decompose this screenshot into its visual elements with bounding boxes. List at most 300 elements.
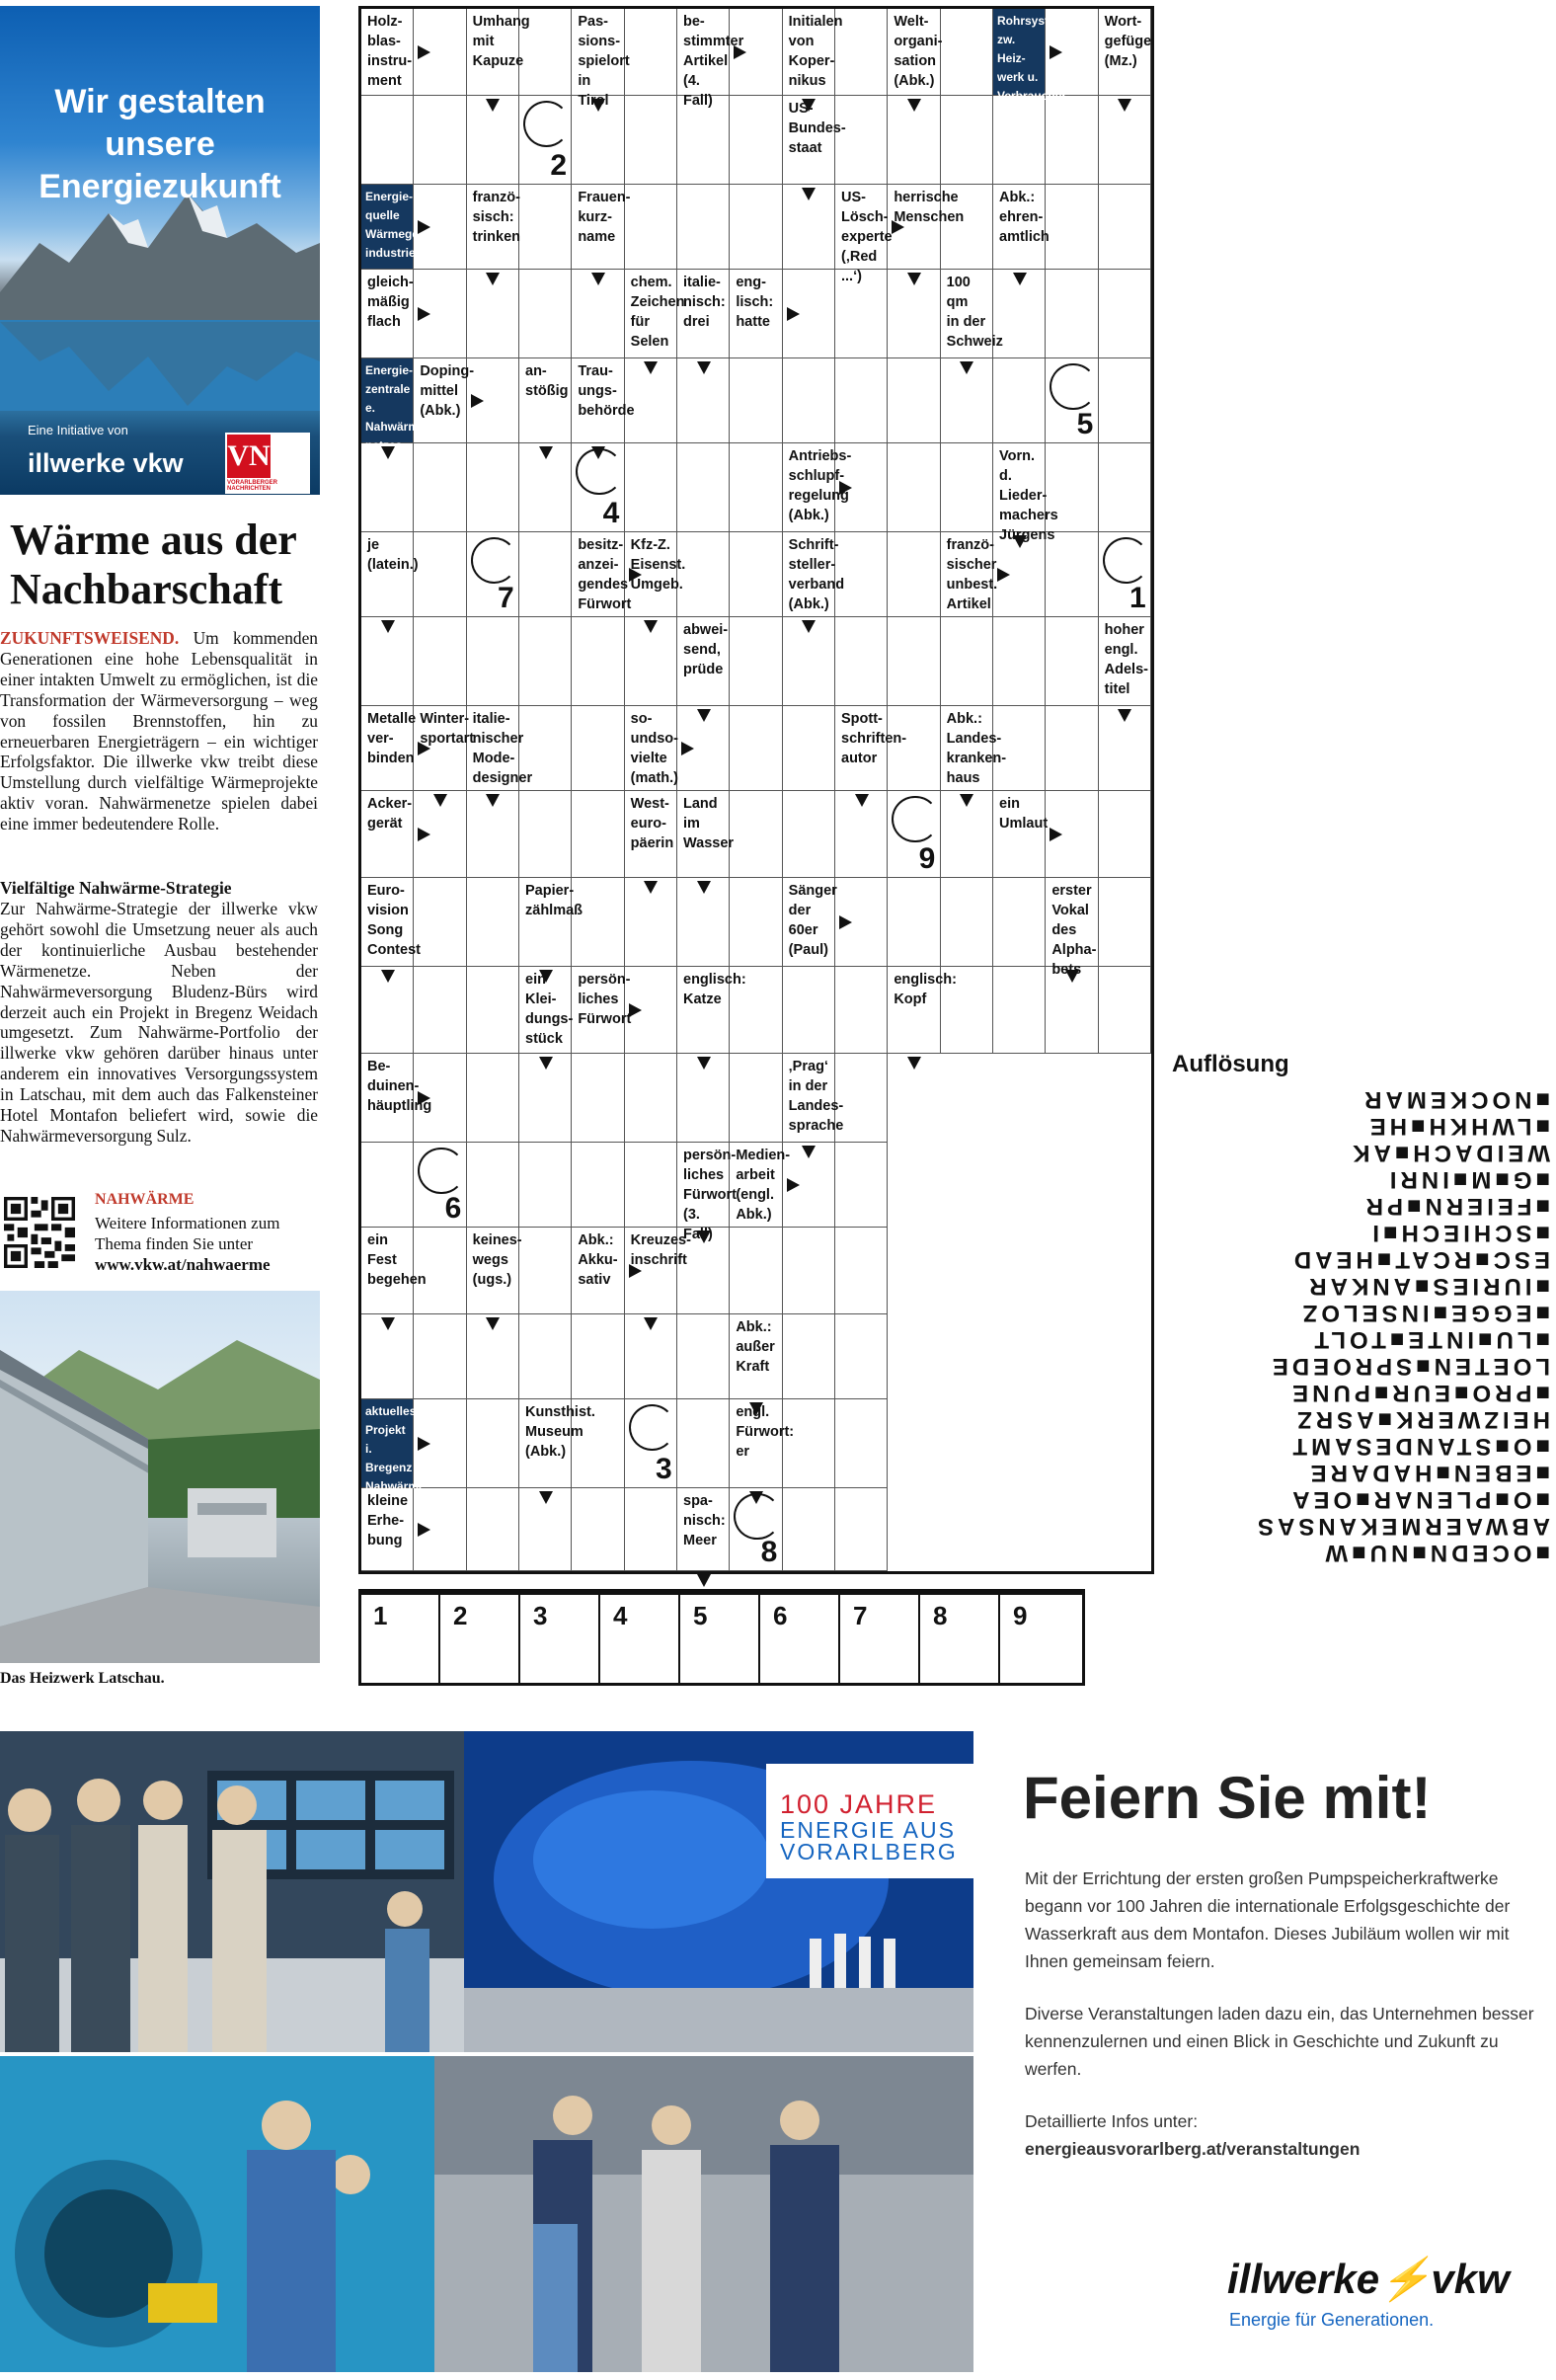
arrow-down-icon (644, 361, 658, 374)
grid-cell[interactable] (414, 617, 466, 706)
arrow-right-icon (681, 742, 694, 755)
grid-cell[interactable] (1099, 185, 1151, 270)
grid-cell[interactable] (783, 706, 835, 791)
grid-cell[interactable] (519, 185, 572, 270)
arrow-down-icon (1013, 273, 1027, 285)
clue-cell-c45: Papier- zählmaß (519, 878, 572, 967)
illwerke-vkw-logo-bottom (1227, 2256, 1510, 2304)
solution-number: 2 (550, 149, 568, 182)
grid-cell[interactable] (572, 1054, 624, 1143)
arrow-right-icon (629, 1003, 642, 1017)
clue-cell-c10: Energie- quelle Wärmegew. industrielle... (361, 185, 414, 270)
answer-cell-5[interactable]: 5 (681, 1595, 760, 1686)
arrow-down-icon (381, 620, 395, 633)
solution-row: ■EGGE■INSELOZ (1298, 1300, 1550, 1326)
grid-cell[interactable] (888, 358, 940, 443)
solution-circle (892, 796, 938, 842)
solution-title: Auflösung (1172, 1051, 1289, 1077)
clue-cell-c41: West- euro- päerin (625, 791, 677, 878)
arrow-down-icon (1118, 709, 1131, 722)
grid-cell[interactable] (519, 617, 572, 706)
grid-cell[interactable] (625, 443, 677, 532)
arrow-down-icon (697, 361, 711, 374)
grid-cell[interactable] (361, 1143, 414, 1228)
grid-cell[interactable] (941, 96, 993, 185)
grid-cell[interactable] (730, 791, 782, 878)
clue-cell-c51: englisch: Kopf (888, 967, 940, 1054)
arrow-down-icon (644, 1317, 658, 1330)
answer-cell-6[interactable]: 6 (761, 1595, 840, 1686)
grid-cell[interactable] (1046, 706, 1098, 791)
grid-cell[interactable] (1046, 185, 1098, 270)
clue-cell-c4: be- stimmter Artikel (4. Fall) (677, 9, 730, 96)
grid-cell[interactable] (783, 1314, 835, 1399)
arrow-right-icon (1050, 45, 1062, 59)
clue-cell-c32: abwei- send, prüde (677, 617, 730, 706)
arrow-down-icon (907, 1057, 921, 1070)
article-body-1: Um kommenden Generationen eine hohe Lebensqualität in einer intakten Umwelt zu ermöglichen, ist die Transformation der Wärmeversorgung – weg von fossilen Brennstoffen, hin zu erneuerbaren Energieträgern – ein wichtiger Erfolgsfaktor. Die illwerke vkw treibt diese Umstellung durch vielfältige Wärmeprojekte aktiv voran. Nahwärmenetze spielen dabei eine immer bedeutendere Rolle. (0, 628, 318, 834)
clue-cell-c12: Frauen- kurz- name (572, 185, 624, 270)
arrow-down-icon (591, 273, 605, 285)
solution-number: 4 (602, 497, 620, 529)
grid-cell[interactable] (519, 791, 572, 878)
grid-cell[interactable] (730, 1228, 782, 1314)
clue-cell-c53: ‚Prag‘ in der Landes- sprache (783, 1054, 835, 1143)
ad-paragraph-1: Mit der Errichtung der ersten großen Pumpspeicherkraftwerke begann vor 100 Jahren die internationale Erfolgsgeschichte der Wasserkraft aus dem Montafon. Dieses Jubiläum wollen wir mit Ihnen gemeinsam feiern. (1025, 1868, 1511, 1971)
solution-row: ESC■RCAT■HEAD (1289, 1246, 1550, 1273)
clue-cell-c49: persön- liches Fürwort (572, 967, 624, 1054)
arrow-down-icon (539, 1491, 553, 1504)
clue-cell-c33: hoher engl. Adels- titel (1099, 617, 1151, 706)
solution-circle (1050, 363, 1096, 410)
grid-cell[interactable] (519, 1143, 572, 1228)
arrow-down-icon (381, 1317, 395, 1330)
ad-paragraph-2: Diverse Veranstaltungen laden dazu ein, das Unternehmen besser kennenzulernen und einen Blick in Geschichte und Zukunft zu werfen. (1025, 2004, 1534, 2079)
arrow-down-icon (539, 1057, 553, 1070)
grid-cell[interactable] (414, 1228, 466, 1314)
clue-cell-c62: Kunsthist. Museum (Abk.) (519, 1399, 572, 1488)
grid-cell[interactable] (1099, 878, 1151, 967)
grid-cell[interactable] (730, 1054, 782, 1143)
grid-cell[interactable] (835, 617, 888, 706)
grid-cell[interactable] (414, 1314, 466, 1399)
grid-cell[interactable] (1046, 270, 1098, 358)
grid-cell[interactable] (572, 1314, 624, 1399)
arrow-down-icon (486, 99, 500, 112)
grid-cell[interactable] (467, 1488, 519, 1571)
arrow-right-icon (787, 1178, 800, 1192)
grid-cell[interactable] (1099, 443, 1151, 532)
arrow-right-icon (418, 1437, 430, 1451)
grid-cell[interactable] (730, 443, 782, 532)
answer-cell-8[interactable]: 8 (921, 1595, 1000, 1686)
clue-cell-c19: eng- lisch: hatte (730, 270, 782, 358)
clue-cell-c1: Holz- blas- instru- ment (361, 9, 414, 96)
arrow-right-icon (787, 307, 800, 321)
arrow-down-icon (381, 446, 395, 459)
grid-cell[interactable] (519, 1314, 572, 1399)
clue-cell-c63: engl. Fürwort: er (730, 1399, 782, 1488)
answer-cell-7[interactable]: 7 (841, 1595, 920, 1686)
article-intro (0, 628, 318, 834)
clue-cell-c2: Umhang mit Kapuze (467, 9, 519, 96)
grid-cell[interactable] (625, 1143, 677, 1228)
grid-cell[interactable] (361, 96, 414, 185)
arrow-right-icon (839, 481, 852, 495)
grid-cell[interactable] (835, 532, 888, 617)
grid-cell[interactable] (993, 967, 1046, 1054)
article-body-2: Zur Nahwärme-Strategie der illwerke vkw gehört sowohl die Umsetzung neuer als auch der kontinuierliche Ausbau bestehender Wärmenetze. Neben der Nahwärmeversorgung Bludenz-Bürs wird derzeit auch ein Projekt in Bregenz Weidach umgesetzt. Zum Nahwärme-Portfolio der illwerke vkw gehören darüber hinaus unter anderem ein innovatives Versorgungssystem in Latschau, mit dem auch das Falkensteiner Hotel Montafon beliefert wird, sowie die Nahwärmeversorgung Sulz. (0, 899, 318, 1146)
solution-circle (418, 1148, 464, 1194)
answer-cell-1[interactable]: 1 (361, 1595, 440, 1686)
grid-cell[interactable] (730, 617, 782, 706)
arrow-right-icon (418, 1091, 430, 1105)
clue-cell-c16: gleich- mäßig flach (361, 270, 414, 358)
arrow-right-icon (839, 915, 852, 929)
grid-cell[interactable] (888, 706, 940, 791)
clue-cell-c34: Metalle ver- binden (361, 706, 414, 791)
grid-cell[interactable] (625, 9, 677, 96)
vn-logo (225, 433, 310, 494)
arrow-down-icon (486, 1317, 500, 1330)
grid-cell[interactable] (1099, 270, 1151, 358)
clue-cell-c15: Abk.: ehren- amtlich (993, 185, 1046, 270)
clue-cell-c8: Wort- gefüge (Mz.) (1099, 9, 1151, 96)
grid-cell[interactable] (941, 617, 993, 706)
answer-cell-9[interactable]: 9 (1013, 1601, 1028, 1630)
arrow-right-icon (418, 1523, 430, 1537)
info-text (95, 1213, 322, 1275)
grid-cell[interactable] (467, 878, 519, 967)
crossword-grid[interactable] (358, 6, 1154, 1574)
ad-initiative-text: Eine Initiative von (28, 423, 128, 437)
logo-part-vkw: vkw (1431, 2256, 1510, 2302)
grid-cell[interactable] (730, 706, 782, 791)
arrow-down-icon (433, 794, 447, 807)
grid-cell[interactable] (993, 358, 1046, 443)
clue-cell-c43: ein Umlaut (993, 791, 1046, 878)
100-years-badge (766, 1764, 973, 1878)
ad-paragraph-3: Detaillierte Infos unter: (1025, 2111, 1199, 2131)
clue-cell-c58: Abk.: Akku- sativ (572, 1228, 624, 1314)
arrow-down-icon (1065, 970, 1079, 983)
arrow-down-icon (802, 1146, 816, 1158)
grid-cell[interactable] (625, 1054, 677, 1143)
grid-cell[interactable] (677, 185, 730, 270)
grid-cell[interactable] (835, 9, 888, 96)
grid-cell[interactable] (572, 878, 624, 967)
arrow-down-icon (697, 1574, 711, 1587)
solution-row: ■IURIES■ANKAR (1305, 1273, 1550, 1300)
energy-future-ad[interactable] (0, 6, 320, 495)
arrow-down-icon (644, 881, 658, 894)
grid-cell[interactable] (941, 9, 993, 96)
ad-headline-line-3: Energiezukunft (39, 168, 281, 205)
grid-cell[interactable] (888, 878, 940, 967)
grid-cell[interactable] (888, 617, 940, 706)
grid-cell[interactable] (993, 706, 1046, 791)
grid-cell[interactable] (414, 967, 466, 1054)
clue-cell-c6: Welt- organi- sation (Abk.) (888, 9, 940, 96)
solution-row: WEIDACH■AK (1349, 1140, 1550, 1166)
grid-cell[interactable] (835, 1314, 888, 1399)
solution-number: 6 (444, 1192, 462, 1225)
grid-cell[interactable] (625, 1488, 677, 1571)
solution-circle (734, 1493, 780, 1540)
grid-cell[interactable] (835, 967, 888, 1054)
arrow-down-icon (960, 361, 973, 374)
clue-cell-c54: persön- liches Fürwort (3. Fall) (677, 1143, 730, 1228)
clue-cell-c17: chem. Zeichen für Selen (625, 270, 677, 358)
clue-cell-c24: Trau- ungs- behörde (572, 358, 624, 443)
solution-row: LOETEN■SPROEDE (1268, 1353, 1550, 1380)
solution-row: ABWAERMEKANSAS (1253, 1513, 1550, 1540)
grid-cell[interactable] (835, 1143, 888, 1228)
grid-cell[interactable] (467, 967, 519, 1054)
arrow-down-icon (855, 794, 869, 807)
grid-cell[interactable] (835, 1488, 888, 1571)
grid-cell[interactable] (1046, 532, 1098, 617)
grid-cell[interactable] (677, 1314, 730, 1399)
solution-row: ■OCEDN■NU■W (1321, 1540, 1550, 1566)
clue-cell-c18: italie- nisch: drei (677, 270, 730, 358)
grid-cell[interactable] (519, 270, 572, 358)
grid-cell[interactable] (730, 532, 782, 617)
clue-cell-c59: Kreuzes- inschrift (625, 1228, 677, 1314)
arrow-right-icon (418, 307, 430, 321)
clue-cell-c27: je (latein.) (361, 532, 414, 617)
clue-cell-c39: Abk.: Landes- kranken- haus (941, 706, 993, 791)
solution-row: ■FEIERN■PR (1362, 1193, 1550, 1220)
answer-cell-3[interactable]: 3 (521, 1595, 600, 1686)
grid-cell[interactable] (730, 878, 782, 967)
grid-cell[interactable] (941, 443, 993, 532)
grid-cell[interactable] (519, 532, 572, 617)
article-title (10, 516, 320, 614)
grid-cell[interactable] (625, 185, 677, 270)
grid-cell[interactable] (467, 443, 519, 532)
answer-cell-4[interactable]: 4 (601, 1595, 680, 1686)
badge-line-1: 100 JAHRE (780, 1789, 938, 1819)
grid-cell[interactable] (1099, 791, 1151, 878)
ad-headline-line-1: Wir gestalten (54, 83, 266, 120)
grid-cell[interactable] (835, 1399, 888, 1488)
visitors-photo (0, 2056, 973, 2372)
arrow-down-icon (1013, 535, 1027, 548)
clue-cell-c11: franzö- sisch: trinken (467, 185, 519, 270)
vn-logo-text: VORARLBERGER NACHRICHTEN (227, 480, 278, 492)
clue-cell-c37: so- undso- vielte (math.) (625, 706, 677, 791)
grid-cell[interactable] (519, 1228, 572, 1314)
grid-cell[interactable] (783, 358, 835, 443)
solution-number: 8 (760, 1536, 778, 1568)
grid-cell[interactable] (572, 791, 624, 878)
clue-cell-c23: an- stößig (519, 358, 572, 443)
grid-cell[interactable] (835, 358, 888, 443)
grid-cell[interactable] (467, 1399, 519, 1488)
arrow-down-icon (802, 188, 816, 200)
clue-cell-c65: spa- nisch: Meer (677, 1488, 730, 1571)
grid-cell[interactable] (467, 1143, 519, 1228)
clue-cell-c29: Kfz-Z. Eisenst. Umgeb. (625, 532, 677, 617)
grid-cell[interactable] (730, 96, 782, 185)
grid-cell[interactable] (993, 96, 1046, 185)
clue-cell-c38: Spott- schriften- autor (835, 706, 888, 791)
clue-cell-c40: Acker- gerät (361, 791, 414, 878)
clue-cell-c13: US- Lösch- experte (‚Red ...‘) (835, 185, 888, 270)
clue-cell-c56: ein Fest begehen (361, 1228, 414, 1314)
solution-row: ■SCHIECH■I (1368, 1220, 1550, 1246)
arrow-right-icon (1050, 828, 1062, 841)
heating-plant-illustration (0, 1291, 320, 1663)
grid-cell[interactable] (783, 967, 835, 1054)
arrow-down-icon (1118, 99, 1131, 112)
illwerke-vkw-logo: illwerke vkw (28, 448, 184, 478)
clue-cell-c3: Pas- sions- spielort in Tirol (572, 9, 624, 96)
grid-cell[interactable] (467, 617, 519, 706)
arrow-down-icon (960, 794, 973, 807)
grid-cell[interactable] (888, 443, 940, 532)
article-title-line-2: Nachbarschaft (10, 565, 283, 613)
grid-cell[interactable] (1046, 96, 1098, 185)
badge-line-3: VORARLBERG (780, 1839, 958, 1864)
grid-cell[interactable] (677, 443, 730, 532)
clue-cell-c64: kleine Erhe- bung (361, 1488, 414, 1571)
clue-cell-c55: Medien- arbeit (engl. Abk.) (730, 1143, 782, 1228)
visitors-illustration (0, 2056, 973, 2372)
arrow-down-icon (697, 881, 711, 894)
grid-cell[interactable] (414, 532, 466, 617)
grid-cell[interactable] (414, 96, 466, 185)
solution-row: ■PRO■EUR■PUNE (1288, 1380, 1550, 1406)
grid-cell[interactable] (835, 96, 888, 185)
grid-cell[interactable] (730, 358, 782, 443)
clue-cell-c21: Energie- zentrale e. Nahwärme- netzes (361, 358, 414, 443)
grid-cell[interactable] (1099, 967, 1151, 1054)
arrow-down-icon (591, 99, 605, 112)
grid-cell[interactable] (625, 96, 677, 185)
clue-cell-c25: Antriebs- schlupf- regelung (Abk.) (783, 443, 835, 532)
grid-cell[interactable] (572, 617, 624, 706)
solution-row: ■G■M■INRI (1385, 1166, 1550, 1193)
grid-cell[interactable] (941, 878, 993, 967)
vn-logo-mark: VN (227, 435, 271, 478)
grid-cell[interactable] (888, 532, 940, 617)
clue-cell-c61: aktuelles Projekt i. Bregenz Nahwärme... (361, 1399, 414, 1488)
arrow-right-icon (997, 568, 1010, 582)
arrow-down-icon (802, 620, 816, 633)
lightning-icon: ⚡ (1379, 2256, 1432, 2302)
ad-url-link[interactable]: energieausvorarlberg.at/veranstaltungen (1025, 2139, 1361, 2159)
arrow-down-icon (486, 794, 500, 807)
arrow-down-icon (907, 273, 921, 285)
article-lead: ZUKUNFTSWEISEND. (0, 628, 180, 648)
clue-cell-c44: Euro- vision Song Contest (361, 878, 414, 967)
clue-cell-c26: Vorn. d. Lieder- machers Jürgens (993, 443, 1046, 532)
photo-caption: Das Heizwerk Latschau. (0, 1670, 165, 1687)
clue-cell-c50: englisch: Katze (677, 967, 730, 1054)
ad-title: Feiern Sie mit! (1023, 1765, 1432, 1831)
grid-cell[interactable] (414, 878, 466, 967)
solution-row: HEIZWERK■ASRZ (1293, 1406, 1550, 1433)
solution-circle (629, 1404, 675, 1451)
arrow-down-icon (644, 620, 658, 633)
info-title: NAHWÄRME (95, 1191, 194, 1208)
solution-number: 7 (498, 582, 514, 614)
ad-headline (0, 81, 320, 208)
clue-cell-c22: Doping- mittel (Abk.) (414, 358, 466, 443)
grid-cell[interactable] (730, 185, 782, 270)
clue-cell-c48: ein Klei- dungs- stück (519, 967, 572, 1054)
solution-number: 3 (656, 1453, 672, 1485)
arrow-down-icon (539, 446, 553, 459)
grid-cell[interactable] (572, 1143, 624, 1228)
info-url-link[interactable]: www.vkw.at/nahwaerme (95, 1255, 271, 1274)
solution-circle (471, 537, 517, 584)
grid-cell[interactable] (677, 1399, 730, 1488)
arrow-down-icon (486, 273, 500, 285)
solution-row: ■LU■INTE■TOLT (1310, 1326, 1550, 1353)
grid-cell[interactable] (993, 878, 1046, 967)
grid-cell[interactable] (572, 1488, 624, 1571)
arrow-down-icon (697, 1230, 711, 1243)
clue-cell-c5: Initialen von Koper- nikus (783, 9, 835, 96)
logo-slogan: Energie für Generationen. (1229, 2310, 1435, 2330)
badge-line-2: ENERGIE AUS (780, 1817, 956, 1843)
article-subheading: Vielfältige Nahwärme-Strategie (0, 878, 232, 898)
clue-cell-c7: Rohrsystem zw. Heiz- werk u. Verbraucher (993, 9, 1046, 96)
solution-row: ■LWHKH■HE (1365, 1113, 1550, 1140)
clue-cell-c47: erster Vokal des Alpha- bets (1046, 878, 1098, 967)
clue-cell-c28: besitz- anzei- gendes Fürwort (572, 532, 624, 617)
arrow-right-icon (418, 220, 430, 234)
clue-cell-c57: keines- wegs (ugs.) (467, 1228, 519, 1314)
arrow-down-icon (381, 970, 395, 983)
answer-box[interactable] (358, 1589, 1085, 1686)
clue-cell-c14: herrische Menschen (888, 185, 940, 270)
grid-cell[interactable] (835, 1228, 888, 1314)
clue-cell-c46: Sänger der 60er (Paul) (783, 878, 835, 967)
grid-cell[interactable] (783, 1488, 835, 1571)
solution-circle (1103, 537, 1149, 584)
grid-cell[interactable] (1046, 617, 1098, 706)
qr-code-icon[interactable] (4, 1197, 75, 1268)
clue-cell-c52: Be- duinen- häuptling (361, 1054, 414, 1143)
answer-cell-2[interactable]: 2 (441, 1595, 520, 1686)
article-title-line-1: Wärme aus der (10, 516, 297, 564)
grid-cell[interactable] (677, 532, 730, 617)
grid-cell[interactable] (783, 1399, 835, 1488)
solution-row: ■NOCKEMAR (1361, 1086, 1550, 1113)
clue-cell-c20: 100 qm in der Schweiz (941, 270, 993, 358)
clue-cell-c35: Winter- sportart (414, 706, 466, 791)
arrow-down-icon (697, 1057, 711, 1070)
grid-cell[interactable] (783, 791, 835, 878)
solution-row: ■O■PLENAR■OEA (1288, 1486, 1550, 1513)
grid-cell[interactable] (414, 443, 466, 532)
grid-cell[interactable] (572, 706, 624, 791)
clue-cell-c42: Land im Wasser (677, 791, 730, 878)
arrow-right-icon (734, 45, 746, 59)
solution-number: 9 (918, 842, 936, 875)
clue-cell-c9: US- Bundes- staat (783, 96, 835, 185)
grid-cell[interactable] (467, 1054, 519, 1143)
info-text-body: Weitere Informationen zum Thema finden Sie unter (95, 1214, 280, 1253)
grid-cell[interactable] (1099, 358, 1151, 443)
logo-part-illwerke: illwerke (1227, 2256, 1380, 2302)
grid-cell[interactable] (783, 1228, 835, 1314)
grid-cell[interactable] (993, 617, 1046, 706)
